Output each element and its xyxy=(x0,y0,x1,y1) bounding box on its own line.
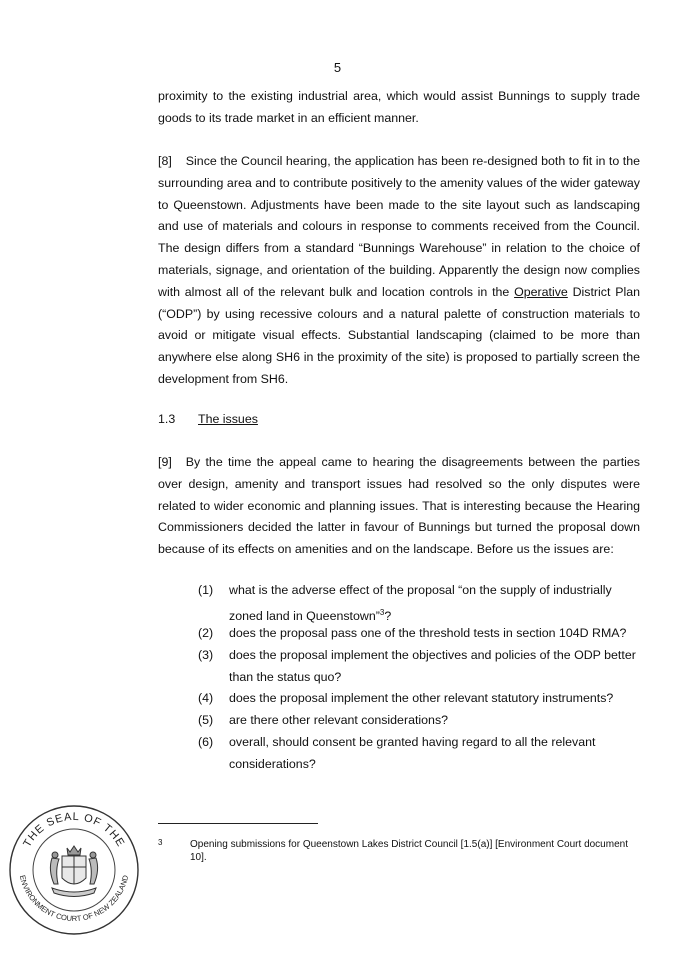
paragraph-8-text-a: Since the Council hearing, the application has been re-designed both to fit in to the surrounding area and to contribute positively to the amenity values of the wider gateway to Queenstown. Adjustments have been made to the site layout such as landscaping and use of materials and colours in response to comments received from the Council. The design differs from a standard “Bunnings Warehouse” in relation to the choice of materials, signage, and orientation of the building. Apparently the design now complies with almost all of the relevant bulk and location controls in the xyxy=(158,154,640,299)
issue-text: overall, should consent be granted having regard to all the relevant considerations? xyxy=(229,735,596,771)
issue-item-2 xyxy=(198,623,640,645)
issue-item-4 xyxy=(198,688,640,710)
paragraph-continued-text: proximity to the existing industrial area, which would assist Bunnings to supply trade goods to its trade market in an efficient manner. xyxy=(158,89,640,125)
issue-item-6 xyxy=(198,732,640,776)
seal-bottom-text: ENVIRONMENT COURT OF NEW ZEALAND xyxy=(17,874,131,924)
paragraph-continued xyxy=(158,86,640,130)
paragraph-8 xyxy=(158,151,640,391)
issue-text: are there other relevant considerations? xyxy=(229,713,449,727)
issue-number: (2) xyxy=(198,626,214,640)
paragraph-8-number: [8] xyxy=(158,154,172,168)
issue-number: (1) xyxy=(198,583,214,597)
issue-number: (3) xyxy=(198,648,214,662)
svg-text:THE SEAL OF THE xyxy=(21,811,126,849)
footnote-divider xyxy=(158,823,318,824)
paragraph-8-text-b: District Plan (“ODP”) by using recessive colours and a natural palette of construction materials to avoid or mitigate visual effects. Substantial landscaping (claimed to be more than anywhere else along SH6 in the proximity of the site) is proposed to partially screen the development from SH6. xyxy=(158,284,640,386)
court-seal-icon xyxy=(8,804,140,936)
issue-item-3 xyxy=(198,645,640,689)
footnote-mark: 3 xyxy=(158,838,163,847)
issue-text: does the proposal implement the other relevant statutory instruments? xyxy=(229,691,614,705)
footnote xyxy=(158,838,640,864)
footnote-text: Opening submissions for Queenstown Lakes District Council [1.5(a)] [Environment Court document 10]. xyxy=(190,839,628,863)
footnote-reference[interactable]: 3 xyxy=(379,607,385,617)
issue-number: (4) xyxy=(198,691,214,705)
section-number: 1.3 xyxy=(158,412,176,426)
issue-number: (5) xyxy=(198,713,214,727)
paragraph-9-number: [9] xyxy=(158,455,172,469)
issue-text: what is the adverse effect of the proposal “on the supply of industrially zoned land in Queenstown” xyxy=(229,583,612,623)
operative-underlined: Operative xyxy=(514,284,568,299)
issue-text-tail: ? xyxy=(384,608,392,623)
issue-number: (6) xyxy=(198,735,214,749)
issue-text: does the proposal pass one of the threshold tests in section 104D RMA? xyxy=(229,626,627,640)
issue-item-1 xyxy=(198,580,640,628)
paragraph-9 xyxy=(158,452,640,561)
page-number: 5 xyxy=(333,60,342,75)
issue-text: does the proposal implement the objectives and policies of the ODP better than the status quo? xyxy=(229,648,636,684)
seal-top-text: THE SEAL OF THE xyxy=(21,810,127,850)
section-title: The issues xyxy=(198,412,258,426)
paragraph-9-text: By the time the appeal came to hearing the disagreements between the parties over design, amenity and transport issues had resolved so the only disputes were related to wider economic and planning issues. That is interesting because the Hearing Commissioners decided the latter in favour of Bunnings but turned the proposal down because of its effects on amenities and on the landscape. Before us the issues are: xyxy=(158,455,640,557)
issue-item-5 xyxy=(198,710,640,732)
section-heading xyxy=(158,412,258,426)
